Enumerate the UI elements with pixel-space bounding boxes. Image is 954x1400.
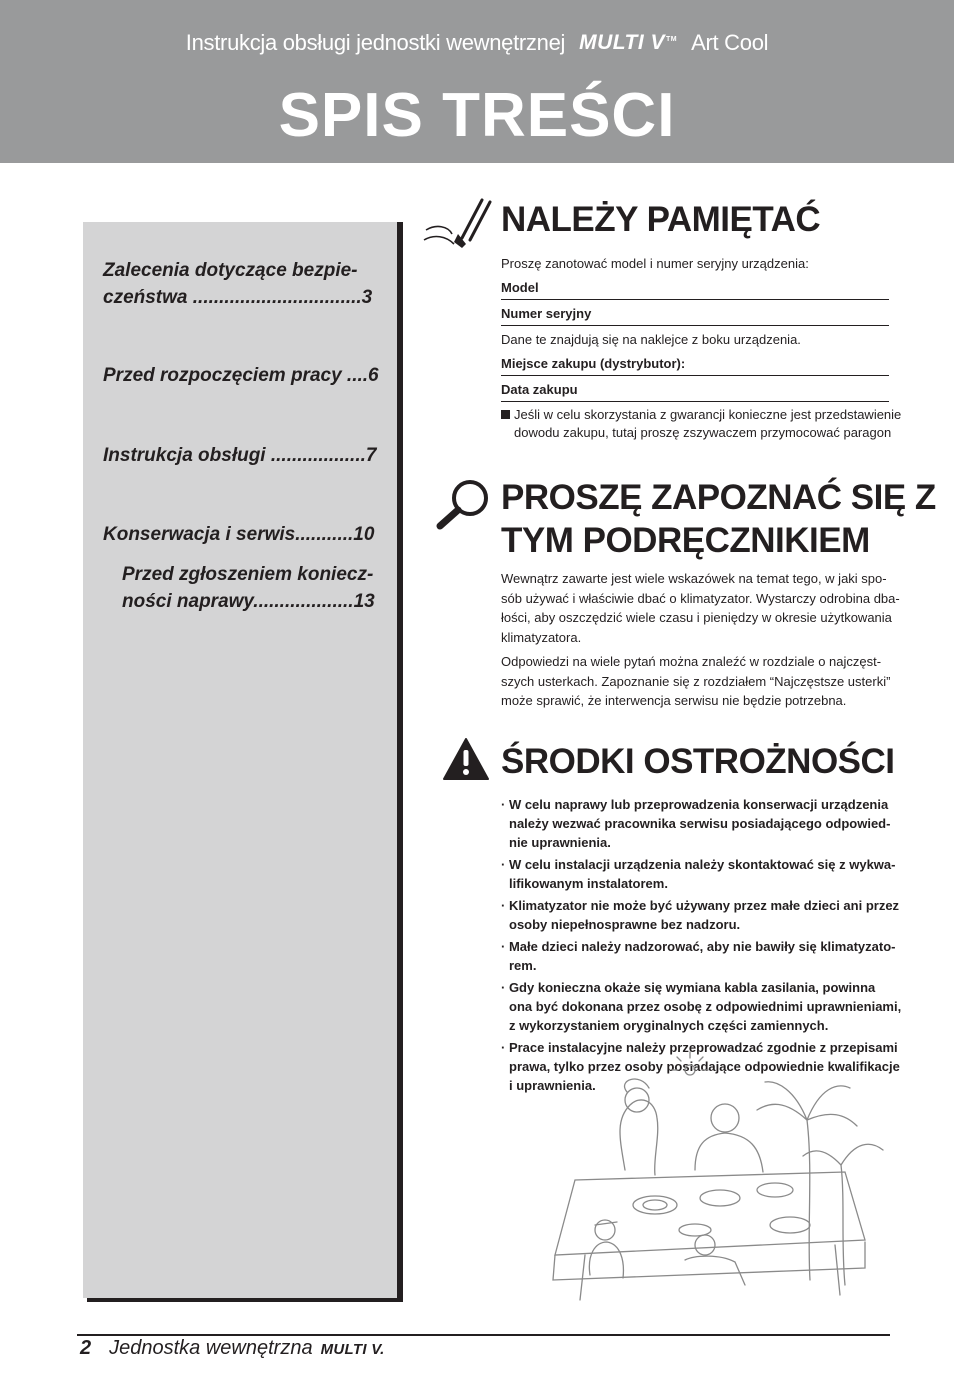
precaution-item: · Małe dzieci należy nadzorować, aby nie bawiły się klimatyzato- rem. bbox=[501, 939, 896, 973]
precaution-item: · W celu instalacji urządzenia należy skontaktować się z wykwa- lifikowanym instalatorem. bbox=[501, 857, 896, 891]
toc-entry-troubleshooting[interactable]: Przed zgłoszeniem koniecz- ności naprawy...................13 bbox=[122, 564, 375, 612]
model-label: Model bbox=[501, 280, 539, 295]
footer bbox=[80, 1337, 385, 1360]
section-title-manual: PROSZĘ ZAPOZNAĆ SIĘ Z TYM PODRĘCZNIKIEM bbox=[501, 478, 936, 560]
section-title-remember: NALEŻY PAMIĘTAĆ bbox=[501, 200, 821, 239]
sticker-note: Dane te znajdują się na naklejce z boku urządzenia. bbox=[501, 332, 801, 347]
serial-line bbox=[501, 325, 889, 326]
model-line bbox=[501, 299, 889, 300]
place-label: Miejsce zakupu (dystrybutor): bbox=[501, 356, 686, 371]
toc-entry-operation[interactable]: Instrukcja obsługi ..................7 bbox=[103, 445, 377, 466]
warranty-note: Jeśli w celu skorzystania z gwarancji konieczne jest przedstawienie dowodu zakupu, tutaj proszę zszywaczem przymocować paragon bbox=[501, 406, 901, 442]
place-line bbox=[501, 375, 889, 376]
serial-label: Numer seryjny bbox=[501, 306, 592, 321]
warning-triangle-icon bbox=[442, 737, 490, 781]
toc-entry-before-start[interactable]: Przed rozpoczęciem pracy ....6 bbox=[103, 365, 379, 386]
footer-multi-v-logo: MULTI V. bbox=[320, 1341, 385, 1358]
magnifier-icon bbox=[434, 478, 494, 532]
remember-intro: Proszę zanotować model i numer seryjny urządzenia: bbox=[501, 256, 809, 271]
precaution-item: · Gdy konieczna okaże się wymiana kabla zasilania, powinna ona być dokonana przez osobę z odpowiednimi uprawnieniami, z wykorzystaniem oryginalnych części zamiennych. bbox=[501, 980, 902, 1033]
manual-paragraph-2: Odpowiedzi na wiele pytań można znaleźć w rozdziale o najczęst- szych usterkach. Zapoznanie się z rozdziałem “Najczęstsze usterki” może sprawić, że interwencja serwisu nie będzie potrzebna. bbox=[501, 654, 891, 708]
toc-shadow bbox=[397, 222, 403, 1302]
footer-rule bbox=[77, 1334, 890, 1336]
precaution-item: · Prace instalacyjne należy przeprowadzać zgodnie z przepisami prawa, tylko przez osoby posiadające odpowiednie kwalifikacje i uprawnienia. bbox=[501, 1040, 900, 1093]
square-bullet-icon bbox=[501, 410, 510, 419]
header-band bbox=[0, 0, 954, 163]
toc-entry-maintenance[interactable]: Konserwacja i serwis...........10 bbox=[103, 524, 375, 545]
header-subtitle bbox=[0, 30, 954, 56]
date-label: Data zakupu bbox=[501, 382, 578, 397]
subtitle-text: Instrukcja obsługi jednostki wewnętrznej bbox=[185, 30, 566, 55]
page-number: 2 bbox=[80, 1337, 92, 1359]
precaution-item: · Klimatyzator nie może być używany przez małe dzieci ani przez osoby niepełnosprawne bez nadzoru. bbox=[501, 898, 900, 932]
multi-v-logo: MULTI V™ bbox=[579, 31, 678, 54]
subtitle-product: Art Cool bbox=[691, 30, 769, 55]
pen-icon bbox=[422, 194, 494, 254]
precaution-item: · W celu naprawy lub przeprowadzenia konserwacji urządzenia należy wezwać pracownika serwisu posiadającego odpowied- nie uprawnienia. bbox=[501, 797, 891, 850]
date-line bbox=[501, 401, 889, 402]
manual-paragraph-1: Wewnątrz zawarte jest wiele wskazówek na temat tego, w jaki spo- sób używać i właściwie dbać o klimatyzator. Wystarczy odrobina dba- łości, aby oszczędzić wiele czasu i pieniędzy w okresie użytkowania klimatyzatora. bbox=[501, 571, 900, 645]
section-title-precautions: ŚRODKI OSTROŻNOŚCI bbox=[501, 742, 895, 781]
page-title: SPIS TREŚCI bbox=[278, 81, 676, 150]
toc-entry-safety[interactable]: Zalecenia dotyczące bezpie- czeństwa ................................3 bbox=[103, 260, 373, 308]
footer-text: Jednostka wewnętrzna bbox=[109, 1337, 313, 1359]
picnic-illustration bbox=[545, 1030, 890, 1305]
